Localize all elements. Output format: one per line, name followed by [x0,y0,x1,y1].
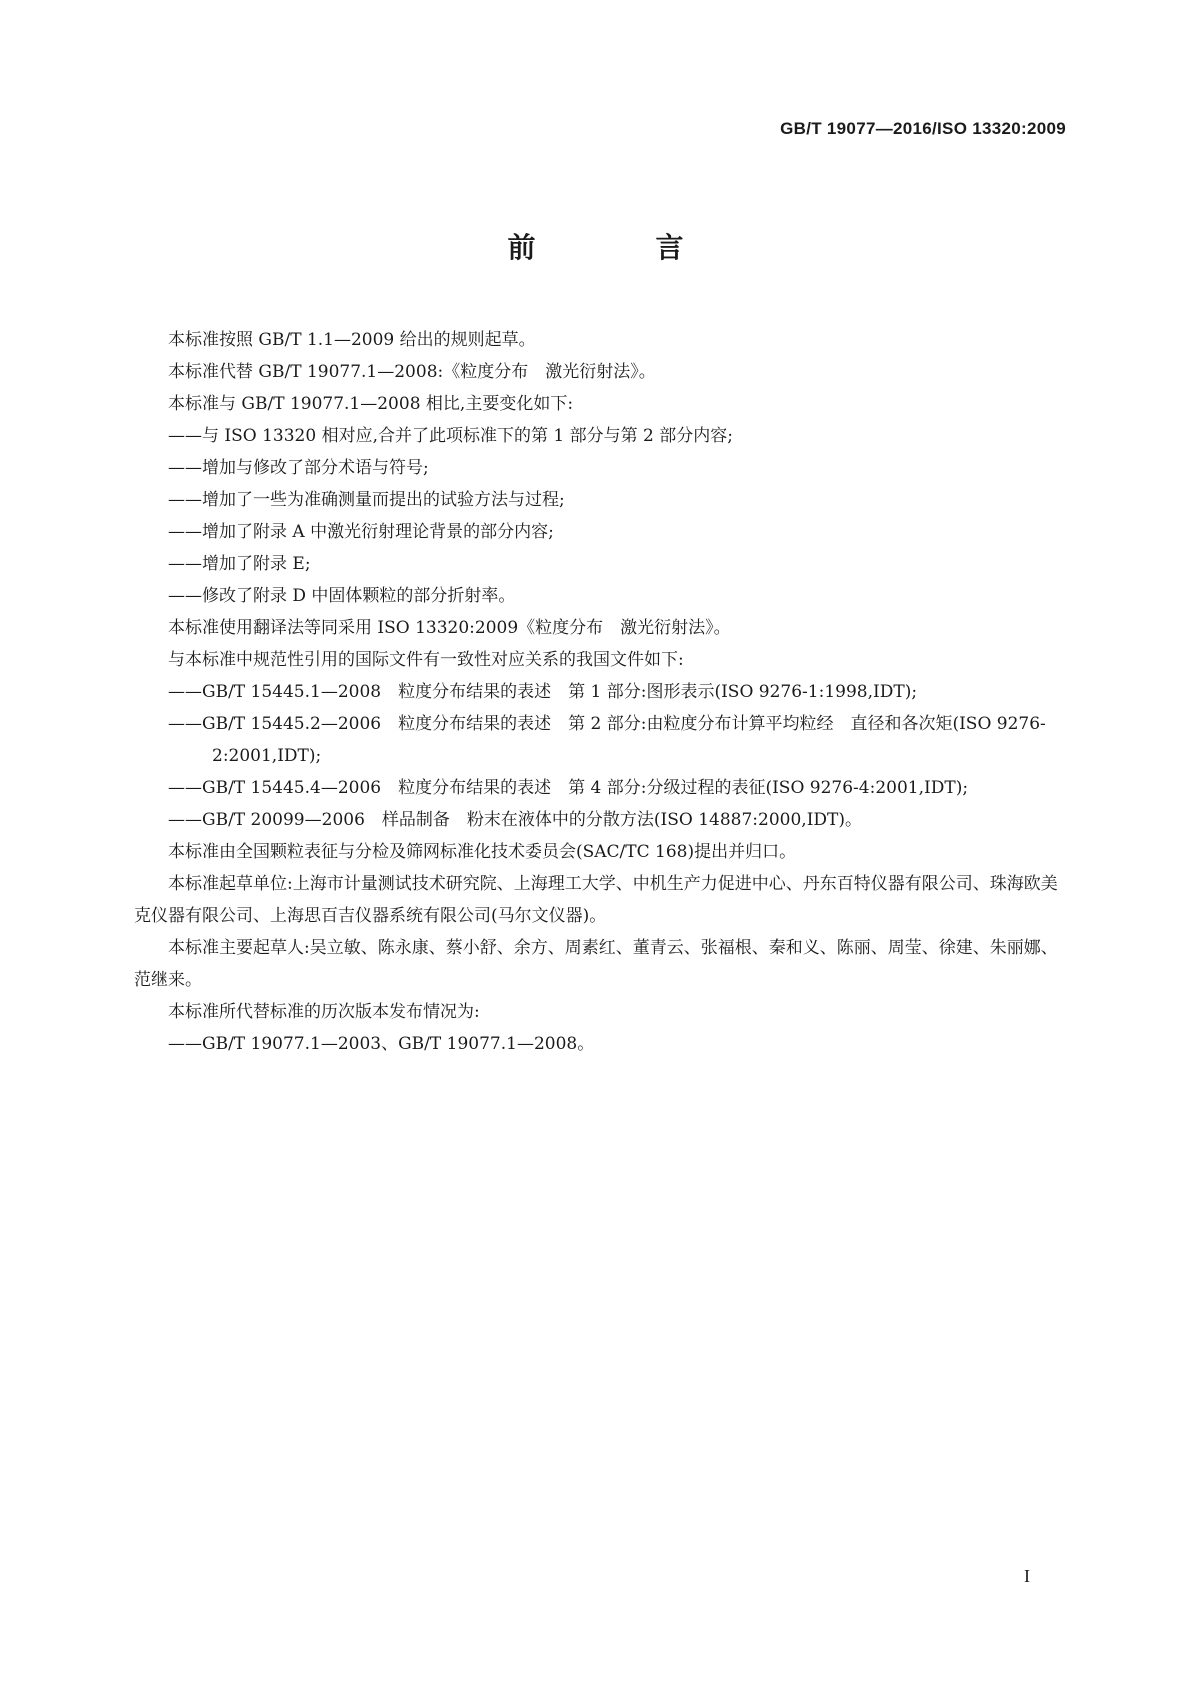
paragraph-changes-intro: 本标准与 GB/T 19077.1—2008 相比,主要变化如下: [168,394,574,414]
list-item-change: ——与 ISO 13320 相对应,合并了此项标准下的第 1 部分与第 2 部分内容; [168,426,733,446]
list-item-reference: ——GB/T 20099—2006 样品制备 粉末在液体中的分散方法(ISO 14887:2000,IDT)。 [168,810,863,830]
foreword-body [134,324,1059,1060]
list-item-history: ——GB/T 19077.1—2003、GB/T 19077.1—2008。 [168,1034,595,1054]
paragraph-replaces: 本标准代替 GB/T 19077.1—2008:《粒度分布 激光衍射法》。 [168,362,656,382]
list-item-change: ——增加了一些为准确测量而提出的试验方法与过程; [168,490,565,510]
page-title: 前 言 [507,231,730,264]
page-number: I [1024,1566,1030,1586]
list-item-reference: ——GB/T 15445.2—2006 粒度分布结果的表述 第 2 部分:由粒度分布计算平均粒经 直径和各次矩(ISO 9276-2:2001,IDT); [168,714,1046,766]
list-item-change: ——增加了附录 A 中激光衍射理论背景的部分内容; [168,522,554,542]
paragraph-references-intro: 与本标准中规范性引用的国际文件有一致性对应关系的我国文件如下: [168,650,684,670]
list-item-reference: ——GB/T 15445.4—2006 粒度分布结果的表述 第 4 部分:分级过程的表征(ISO 9276-4:2001,IDT); [168,778,969,798]
paragraph-committee: 本标准由全国颗粒表征与分检及筛网标准化技术委员会(SAC/TC 168)提出并归口。 [168,842,797,862]
standard-code: GB/T 19077—2016/ISO 13320:2009 [780,119,1066,138]
paragraph-adoption: 本标准使用翻译法等同采用 ISO 13320:2009《粒度分布 激光衍射法》。 [168,618,731,638]
list-item-change: ——增加了附录 E; [168,554,311,574]
list-item-change: ——修改了附录 D 中固体颗粒的部分折射率。 [168,586,516,606]
list-item-change: ——增加与修改了部分术语与符号; [168,458,429,478]
paragraph-drafters: 本标准主要起草人:吴立敏、陈永康、蔡小舒、余方、周素红、董青云、张福根、秦和义、陈丽、周莹、徐建、朱丽娜、范继来。 [134,938,1058,990]
paragraph-drafting-rules: 本标准按照 GB/T 1.1—2009 给出的规则起草。 [168,330,536,350]
paragraph-drafting-units: 本标准起草单位:上海市计量测试技术研究院、上海理工大学、中机生产力促进中心、丹东百特仪器有限公司、珠海欧美克仪器有限公司、上海思百吉仪器系统有限公司(马尔文仪器)。 [134,874,1058,926]
list-item-reference: ——GB/T 15445.1—2008 粒度分布结果的表述 第 1 部分:图形表示(ISO 9276-1:1998,IDT); [168,682,918,702]
paragraph-history-intro: 本标准所代替标准的历次版本发布情况为: [168,1002,480,1022]
